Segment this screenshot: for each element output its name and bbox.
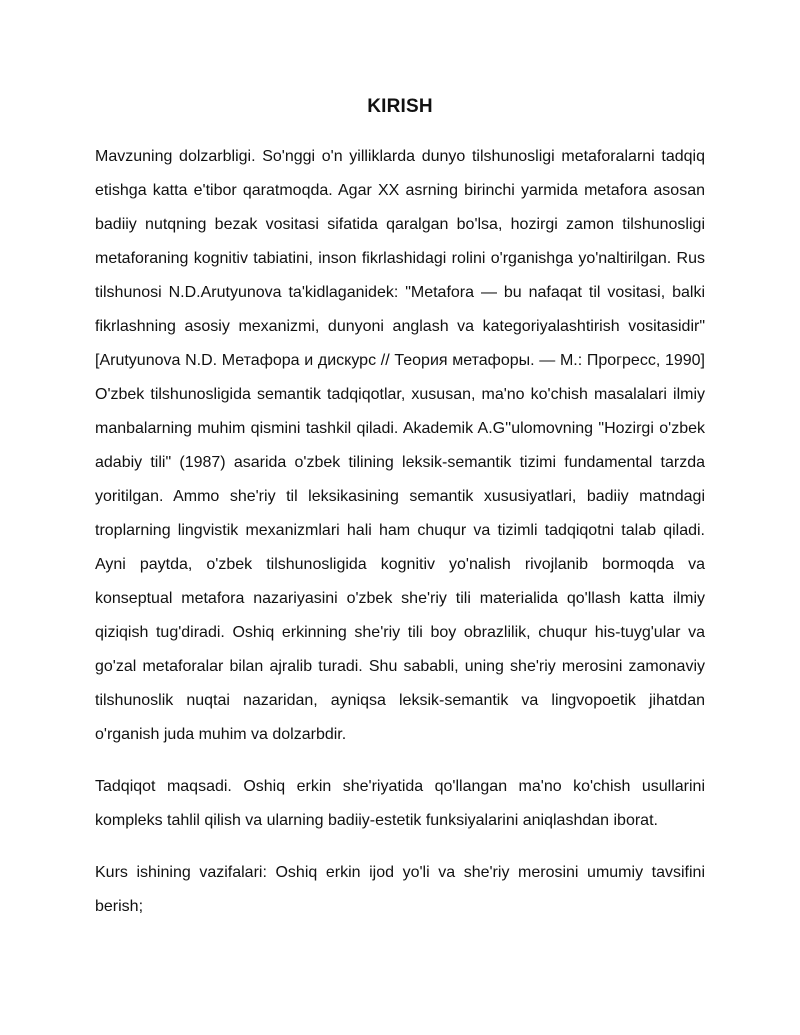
paragraph-course-tasks: Kurs ishining vazifalari: Oshiq erkin ijod yo'li va she'riy merosini umumiy tavsifini berish; [95,864,705,915]
paragraph-relevance: Mavzuning dolzarbligi. So'nggi o'n yilliklarda dunyo tilshunosligi metaforalarni tadqiq etishga katta e'tibor qaratmoqda. Agar XX asrning birinchi yarmida metafora asosan badiiy nutqning bezak vositasi sifatida qaralgan bo'lsa, hozirgi zamon tilshunosligi metaforaning kognitiv tabiatini, inson fikrlashidagi rolini o'rganishga yo'naltirilgan. Rus tilshunosi N.D.Arutyunova ta'kidlaganidek: "Metafora — bu nafaqat til vositasi, balki fikrlashning asosiy mexanizmi, dunyoni anglash va kategoriyalashtirish vositasidir" [Arutyunova N.D. Метафора и дискурс // Теория метафоры. — М.: Прогресс, 1990] O'zbek tilshunosligida semantik tadqiqotlar, xususan, ma'no ko'chish masalalari ilmiy manbalarning muhim qismini tashkil qiladi. Akademik A.G''ulomovning "Hozirgi o'zbek adabiy tili" (1987) asarida o'zbek tilining leksik-semantik tizimi fundamental tarzda yoritilgan. Ammo she'riy til leksikasining semantik xususiyatlari, badiiy matndagi troplarning lingvistik mexanizmlari hali ham chuqur va tizimli tadqiqotni talab qiladi. Ayni paytda, o'zbek tilshunosligida kognitiv yo'nalish rivojlanib bormoqda va konseptual metafora nazariyasini o'zbek she'riy tili materialida qo'llash katta ilmiy qiziqish tug'diradi. Oshiq erkinning she'riy tili boy obrazlilik, chuqur his-tuyg'ular va go'zal metaforalar bilan ajralib turadi. Shu sababli, uning she'riy merosini zamonaviy tilshunoslik nuqtai nazaridan, ayniqsa leksik-semantik va lingvopoetik jihatdan o'rganish juda muhim va dolzarbdir. [95,148,705,743]
document-title: KIRISH [367,96,433,117]
paragraph-research-goal: Tadqiqot maqsadi. Oshiq erkin she'riyatida qo'llangan ma'no ko'chish usullarini kompleks tahlil qilish va ularning badiiy-estetik funksiyalarini aniqlashdan iborat. [95,778,705,829]
